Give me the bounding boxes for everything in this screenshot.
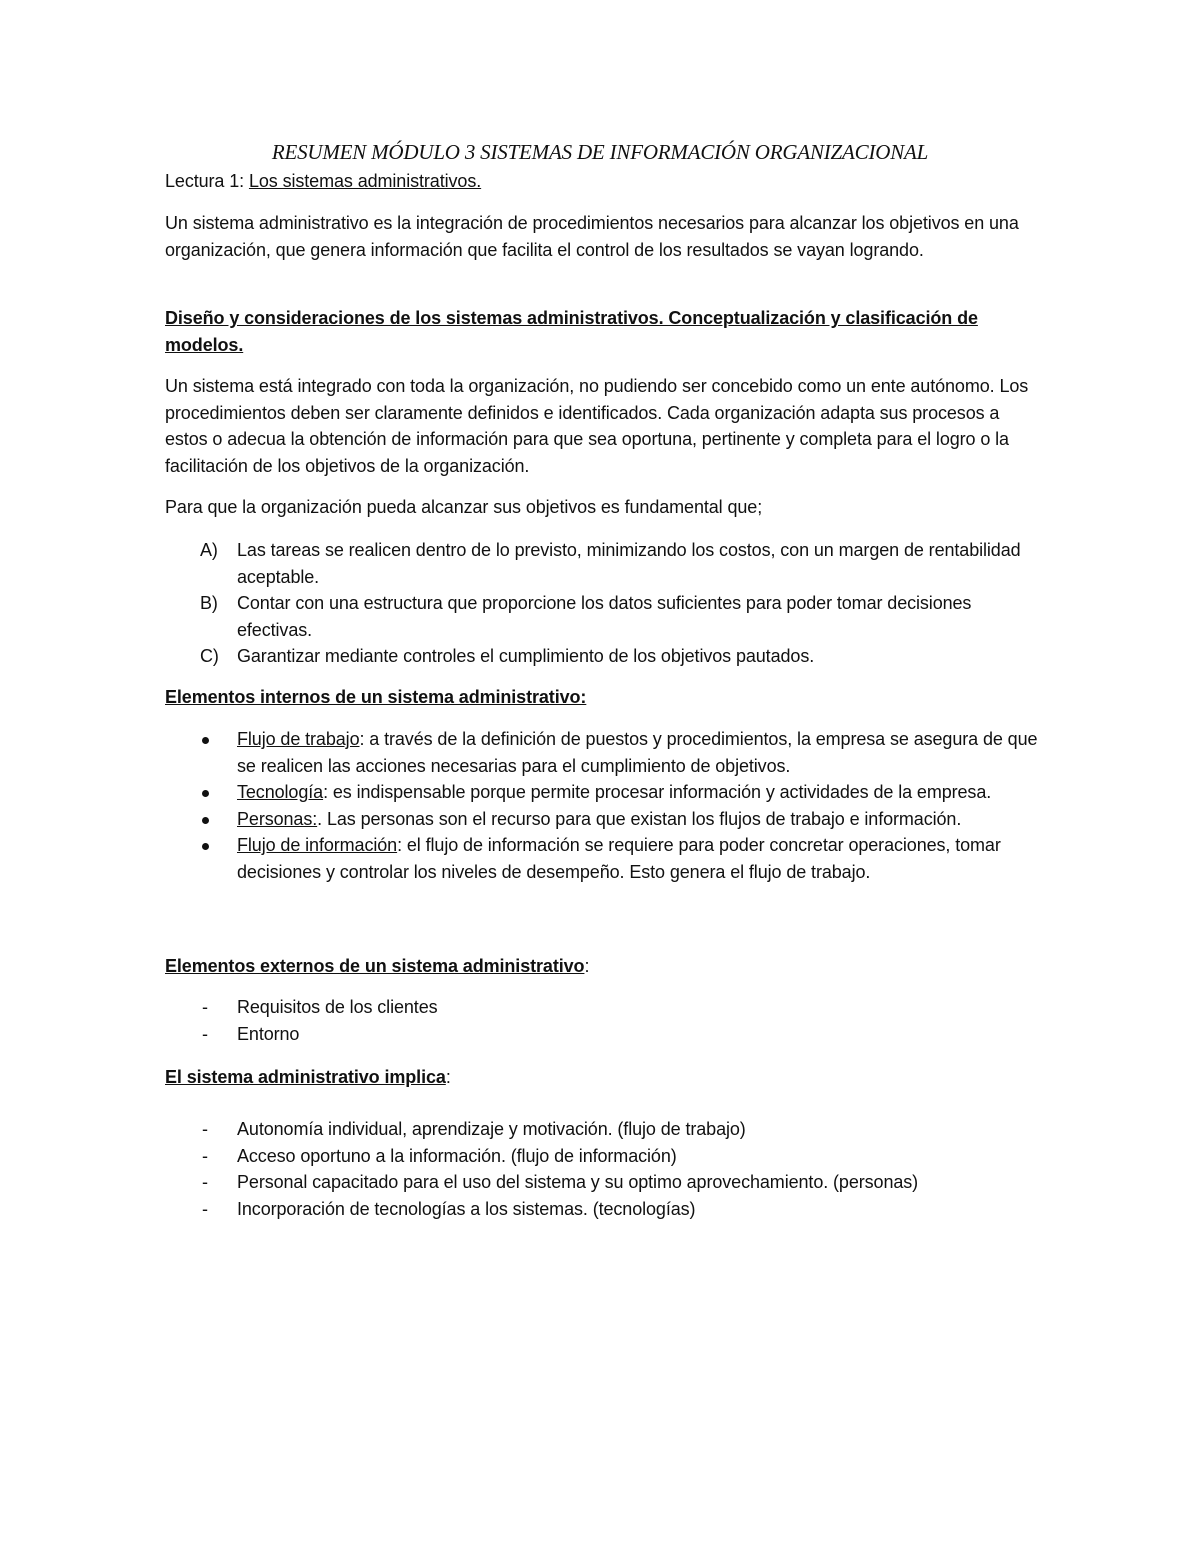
diseno-paragraph: Un sistema está integrado con toda la organización, no pudiendo ser concebido como un ente autónomo. Los procedimientos deben ser claramente definidos e identificados. Cada organización adapta sus procesos a estos o adecua la obtención de información para que sea oportuna, pertinente y completa para el logro o la facilitación de los objetivos de la organización. bbox=[165, 376, 1029, 476]
bullet-icon bbox=[202, 790, 209, 797]
dash-marker: - bbox=[202, 1023, 208, 1044]
bullet-icon bbox=[202, 817, 209, 824]
externos-colon: : bbox=[584, 956, 590, 976]
item-term: Flujo de trabajo bbox=[237, 729, 360, 749]
list-item bbox=[200, 806, 1045, 833]
list-item bbox=[200, 832, 1045, 885]
implica-heading-line bbox=[165, 1064, 1045, 1091]
list-item-text: Garantizar mediante controles el cumplimiento de los objetivos pautados. bbox=[237, 646, 815, 666]
implica-colon: : bbox=[445, 1067, 451, 1087]
item-text: el flujo de información se requiere para poder concretar operaciones, tomar decisiones y controlar los niveles de desempeño. Esto genera el flujo de trabajo. bbox=[237, 835, 1001, 882]
list-item bbox=[200, 643, 1045, 670]
item-text: es indispensable porque permite procesar información y actividades de la empresa. bbox=[327, 782, 992, 802]
list-item bbox=[200, 590, 1045, 643]
item-term: Tecnología bbox=[237, 782, 324, 802]
list-item bbox=[200, 779, 1045, 806]
internos-heading: Elementos internos de un sistema administrativo: bbox=[165, 687, 587, 707]
bullet-icon bbox=[202, 737, 209, 744]
list-item bbox=[200, 537, 1045, 590]
lectura-prefix: Lectura 1: bbox=[165, 171, 249, 191]
item-separator: . bbox=[317, 808, 323, 829]
list-marker: C) bbox=[200, 646, 219, 666]
item-separator: : bbox=[323, 782, 328, 802]
lectura-line bbox=[165, 168, 1045, 195]
list-item-text: Requisitos de los clientes bbox=[237, 997, 438, 1017]
list-item-text: Contar con una estructura que proporcione los datos suficientes para poder tomar decisiones efectivas. bbox=[237, 593, 972, 640]
fundamental-list bbox=[200, 537, 1045, 670]
externos-heading-line bbox=[165, 953, 1045, 980]
list-item-text: Las tareas se realicen dentro de lo previsto, minimizando los costos, con un margen de rentabilidad aceptable. bbox=[237, 540, 1021, 587]
bullet-icon bbox=[202, 843, 209, 850]
list-item bbox=[200, 726, 1045, 779]
dash-marker: - bbox=[202, 1145, 208, 1166]
list-item-text: Incorporación de tecnologías a los sistemas. (tecnologías) bbox=[237, 1198, 696, 1219]
list-item bbox=[200, 1021, 1045, 1048]
externos-list bbox=[200, 994, 1045, 1047]
intro-paragraph: Un sistema administrativo es la integración de procedimientos necesarios para alcanzar los objetivos en una organización, que genera información que facilita el control de los resultados se vayan logrando. bbox=[165, 213, 1019, 260]
list-item-text: Personal capacitado para el uso del sistema y su optimo aprovechamiento. (personas) bbox=[237, 1172, 919, 1192]
dash-marker: - bbox=[202, 1119, 208, 1139]
list-marker: B) bbox=[200, 593, 218, 613]
item-term: Flujo de información bbox=[237, 835, 398, 855]
document-title: RESUMEN MÓDULO 3 SISTEMAS DE INFORMACIÓN ORGANIZACIONAL bbox=[271, 140, 929, 164]
item-text: a través de la definición de puestos y procedimientos, la empresa se asegura de que se realicen las acciones necesarias para el cumplimiento de objetivos. bbox=[237, 729, 1038, 776]
list-item bbox=[200, 1116, 1045, 1143]
dash-marker: - bbox=[202, 1198, 208, 1219]
internos-list bbox=[200, 726, 1045, 885]
item-text: Las personas son el recurso para que existan los flujos de trabajo e información. bbox=[322, 808, 962, 829]
fundamental-intro: Para que la organización pueda alcanzar sus objetivos es fundamental que; bbox=[165, 497, 763, 517]
list-item-text: Acceso oportuno a la información. (flujo de información) bbox=[237, 1145, 677, 1166]
lectura-name: Los sistemas administrativos. bbox=[248, 171, 482, 191]
dash-marker: - bbox=[202, 1172, 208, 1192]
externos-heading: Elementos externos de un sistema administrativo bbox=[165, 956, 585, 976]
implica-heading: El sistema administrativo implica bbox=[165, 1067, 446, 1087]
list-item bbox=[200, 1143, 1045, 1170]
implica-list bbox=[200, 1116, 1045, 1222]
list-item bbox=[200, 1169, 1045, 1196]
item-separator: : bbox=[359, 729, 365, 749]
list-item-text: Autonomía individual, aprendizaje y motivación. (flujo de trabajo) bbox=[237, 1119, 746, 1139]
list-item-text: Entorno bbox=[237, 1023, 300, 1044]
dash-marker: - bbox=[202, 997, 208, 1017]
item-term: Personas: bbox=[237, 808, 318, 829]
diseno-heading: Diseño y consideraciones de los sistemas administrativos. Conceptualización y clasificación de modelos. bbox=[165, 308, 978, 355]
list-item bbox=[200, 994, 1045, 1021]
list-marker: A) bbox=[200, 540, 218, 560]
item-separator: : bbox=[397, 835, 402, 855]
list-item bbox=[200, 1196, 1045, 1223]
